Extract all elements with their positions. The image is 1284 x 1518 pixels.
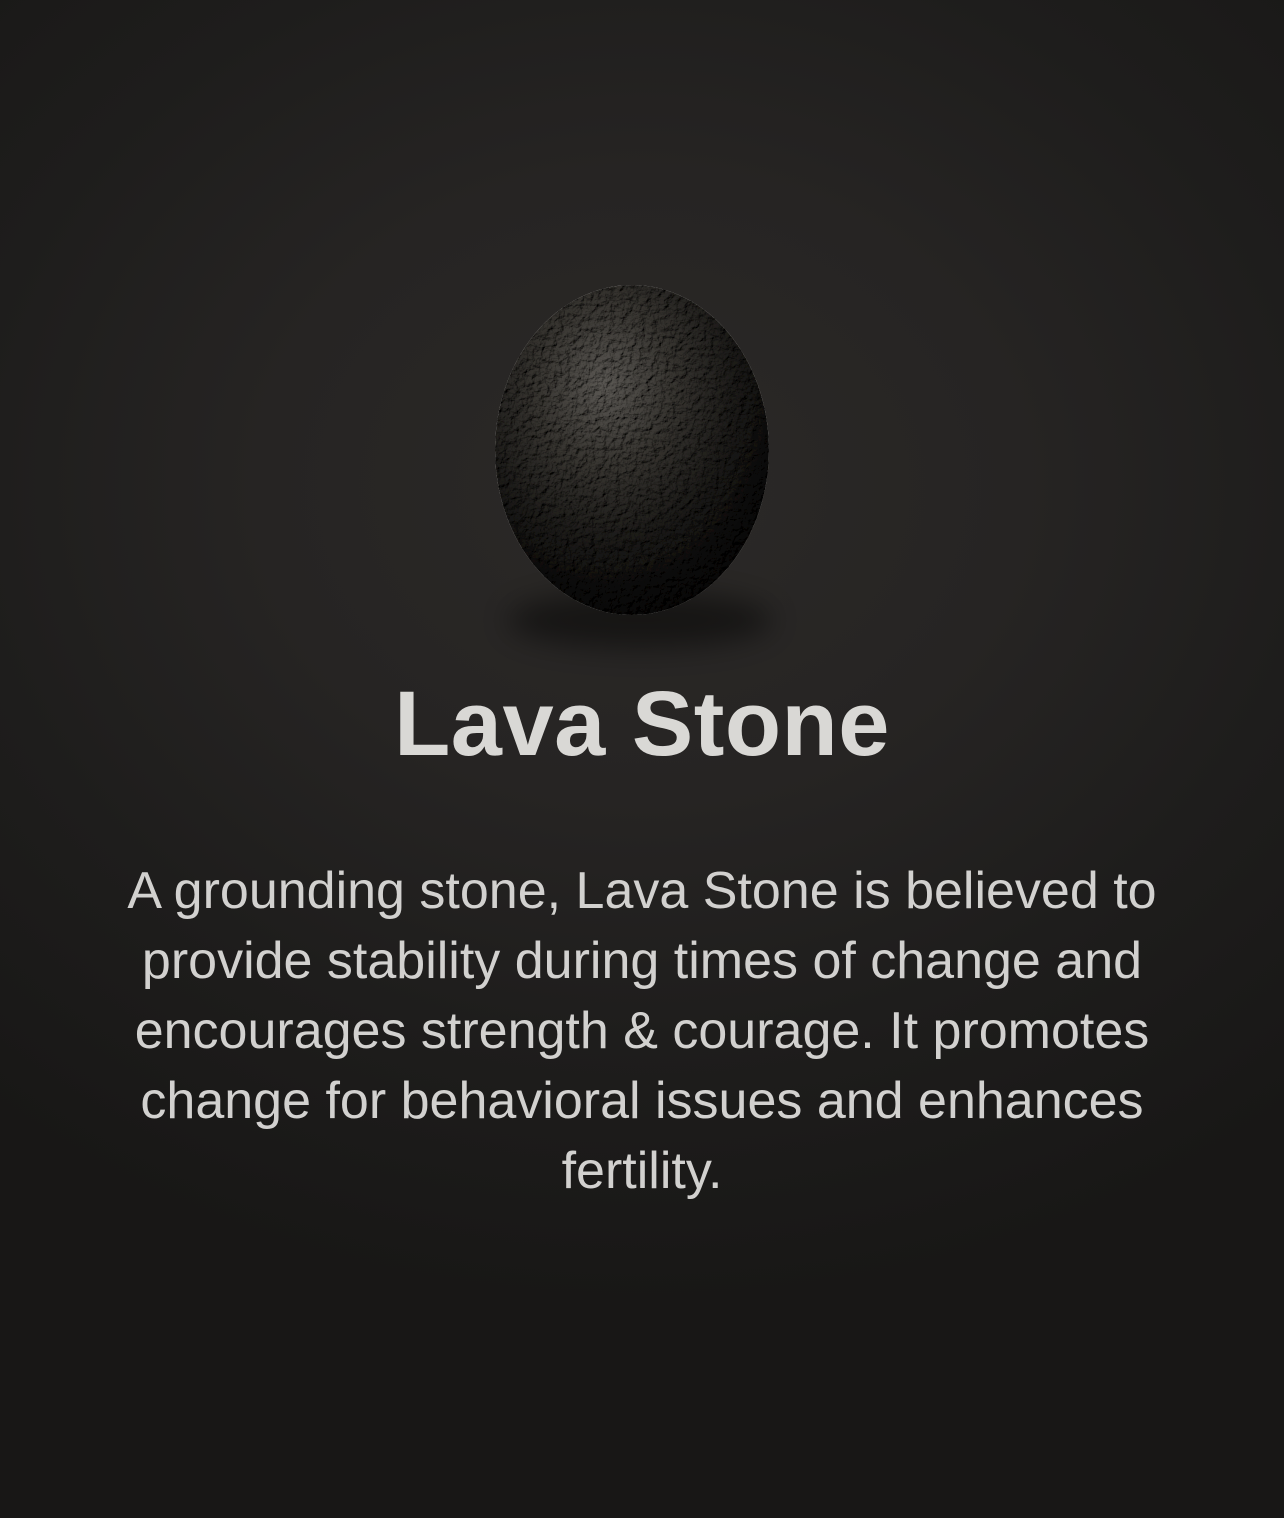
description-line: encourages strength & courage. It promotes <box>134 1002 1150 1060</box>
description-line: fertility. <box>561 1142 723 1200</box>
description-line: A grounding stone, Lava Stone is believed to <box>127 862 1157 920</box>
page-title: Lava Stone <box>394 673 890 775</box>
stone-rim-shading <box>495 285 769 615</box>
lava-stone-image <box>462 262 802 682</box>
description-line: change for behavioral issues and enhances <box>140 1072 1144 1130</box>
description-line: provide stability during times of change and <box>141 932 1143 990</box>
lava-stone-photo <box>462 262 802 682</box>
description-paragraph <box>50 856 1234 1206</box>
